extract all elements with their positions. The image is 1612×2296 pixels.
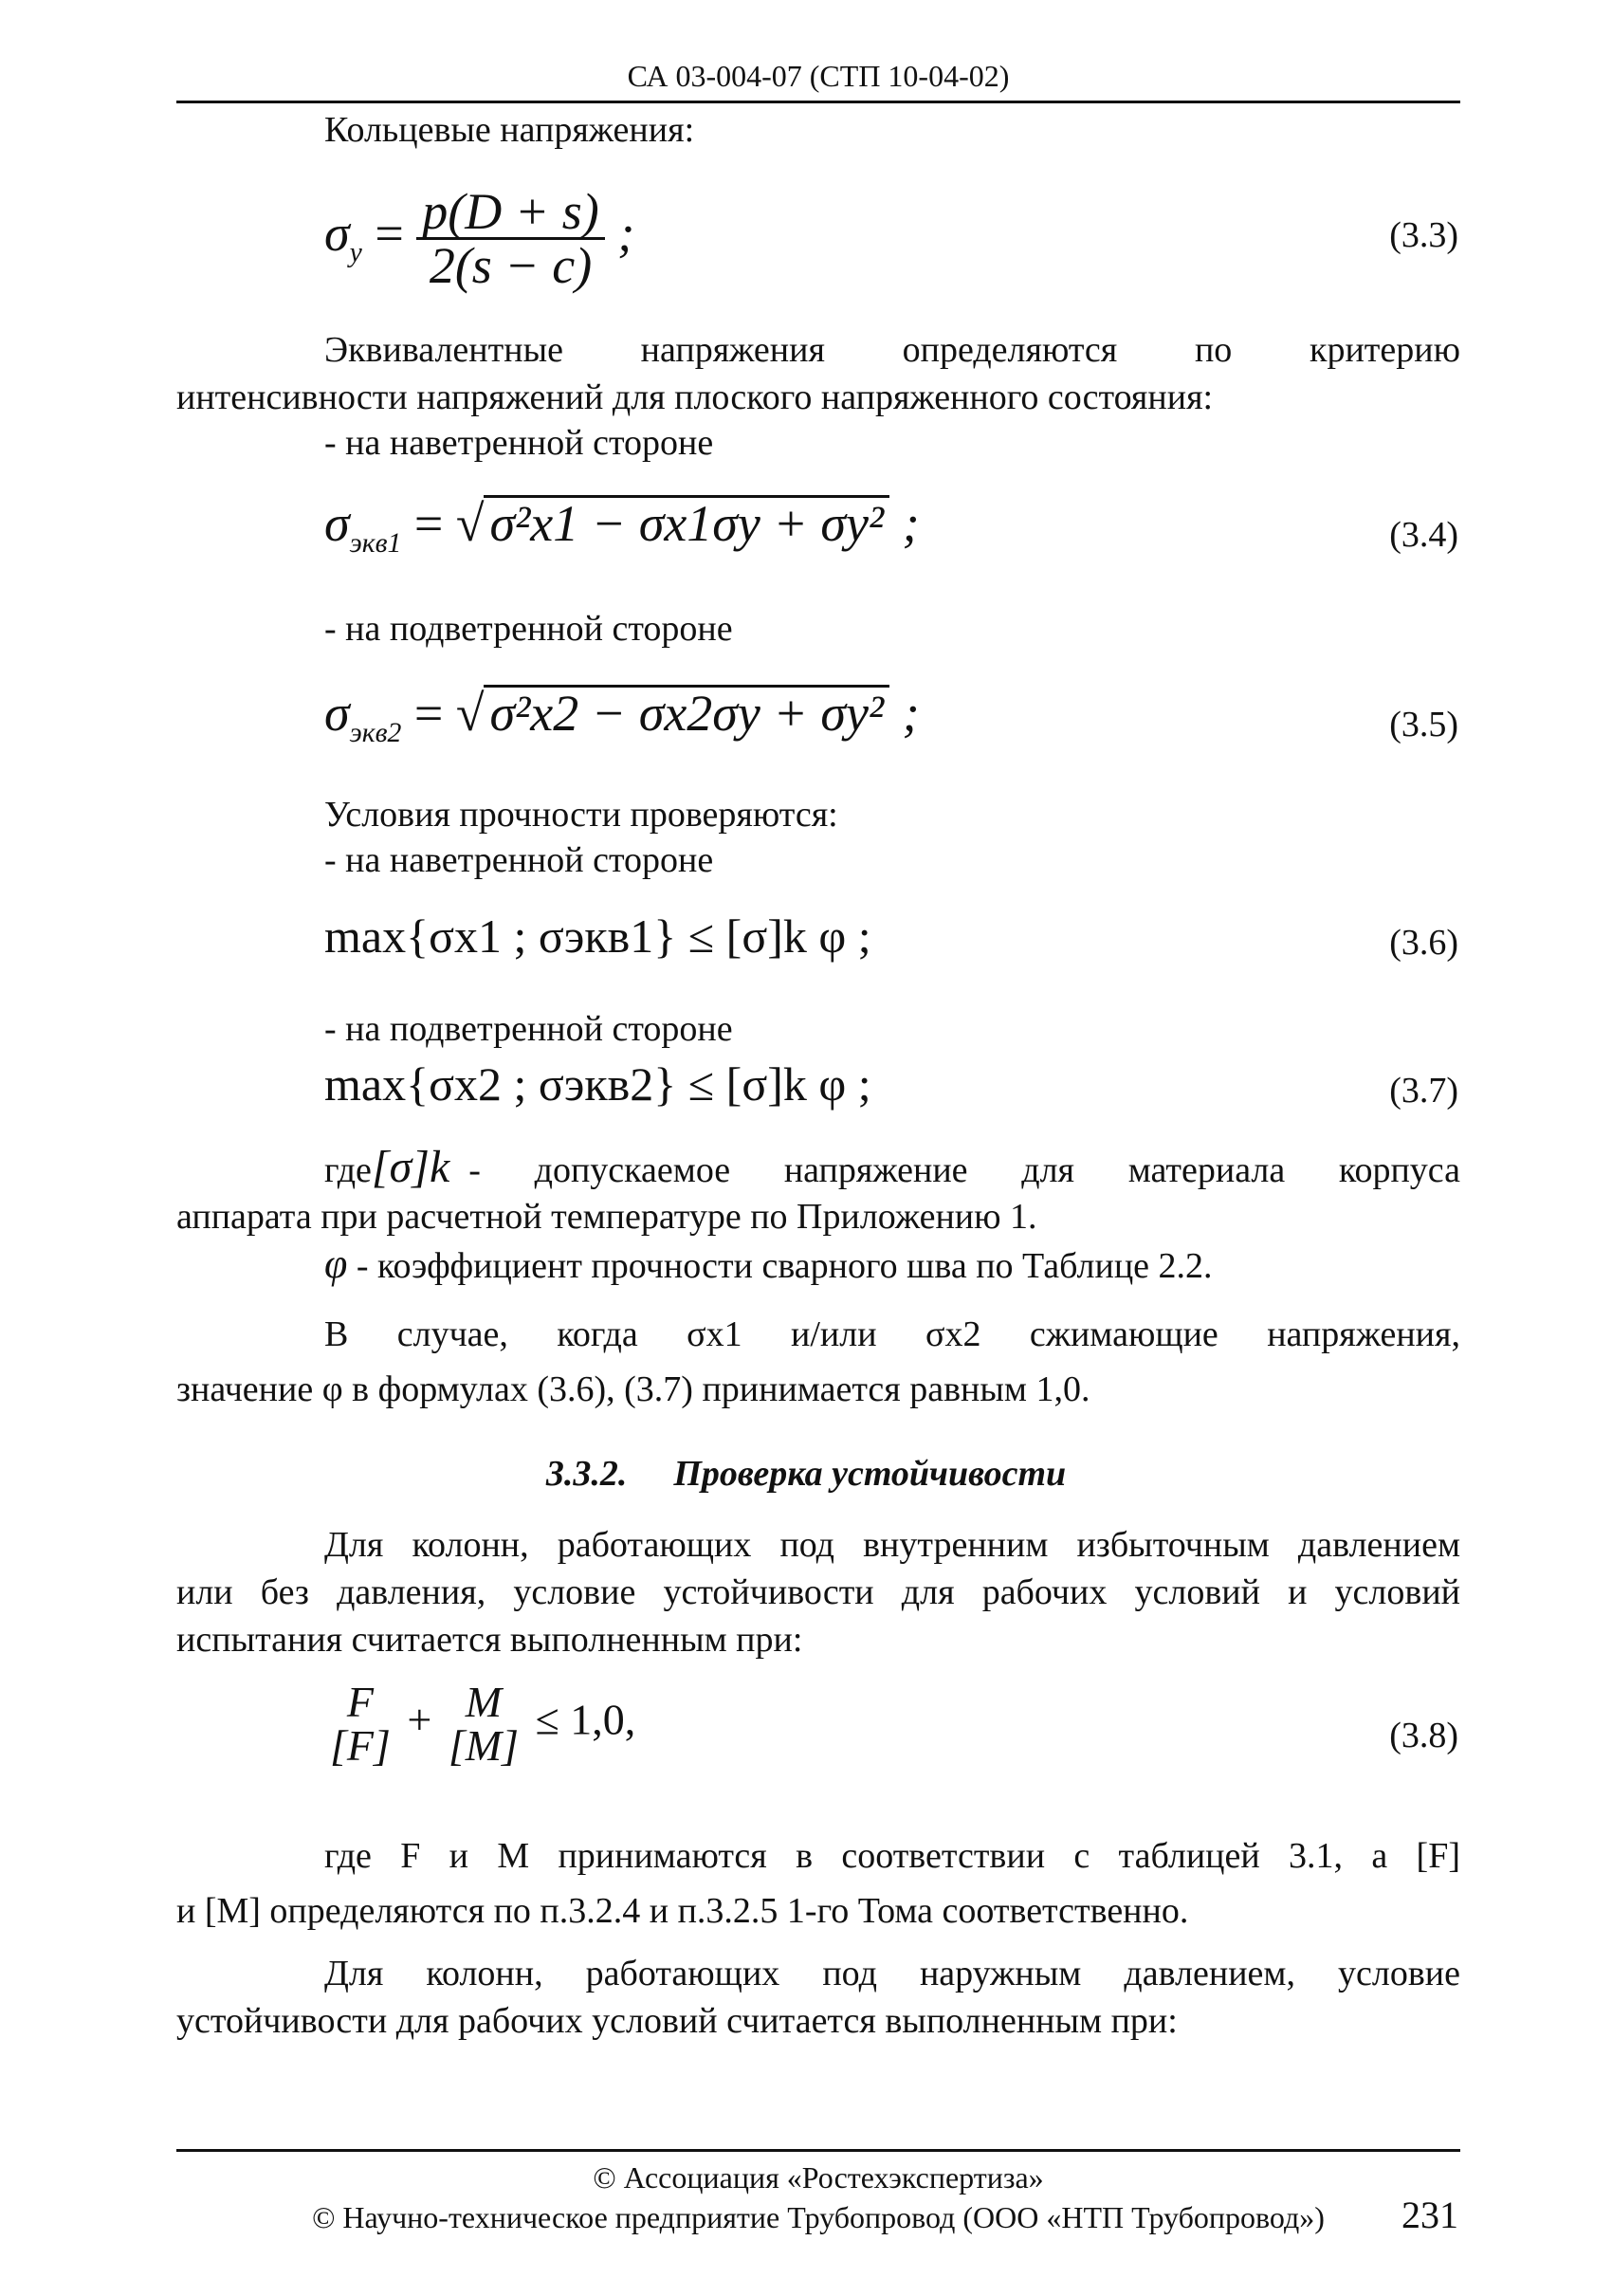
paragraph-phi — [324, 1240, 1213, 1290]
section-title: Проверка устойчивости — [673, 1454, 1067, 1494]
footer-association: © Ассоциация «Ростехэкспертиза» — [593, 2160, 1044, 2195]
equation-3-6: max{σx1 ; σэкв1} ≤ [σ]k φ ; — [324, 909, 871, 963]
paragraph-equivalent-line1: Эквивалентные напряжения определяются по критерию — [324, 330, 1460, 370]
paragraph-equivalent-line2: интенсивности напряжений для плоского напряженного состояния: — [176, 377, 1214, 417]
label-windward-2: - на наветренной стороне — [324, 840, 714, 880]
equation-number-3-5: (3.5) — [1389, 705, 1458, 744]
equation-number-3-4: (3.4) — [1389, 515, 1458, 555]
document-code: СА 03-004-07 (СТП 10-04-02) — [627, 59, 1010, 93]
section-number: 3.3.2. — [545, 1454, 628, 1494]
footer-company: © Научно-техническое предприятие Трубопровод (ООО «НТП Трубопровод») — [312, 2200, 1325, 2234]
paragraph-f-m-line1: где F и M принимаются в соответствии с таблицей 3.1, а [F] — [324, 1836, 1460, 1876]
equation-3-8: F [F] + M [M] ≤ 1,0, — [330, 1678, 636, 1770]
section-heading — [0, 1453, 1612, 1495]
paragraph-compression-case-line1: В случае, когда σx1 и/или σx2 сжимающие напряжения, — [324, 1314, 1460, 1354]
equation-number-3-6: (3.6) — [1389, 923, 1458, 963]
allowable-stress-symbol: [σ]k — [371, 1142, 450, 1192]
paragraph-hoop-stress: Кольцевые напряжения: — [324, 110, 695, 150]
equation-3-3: $\sigma_y$ = $\frac{p(D + s)}{2(s - c)}$ ; — [324, 183, 635, 294]
allowable-stress-text: - допускаемое напряжение для материала корпуса — [468, 1150, 1460, 1190]
page-number: 231 — [1401, 2194, 1458, 2236]
label-leeward-2: - на подветренной стороне — [324, 1009, 733, 1049]
equation-number-3-7: (3.7) — [1389, 1071, 1458, 1111]
paragraph-strength-conditions: Условия прочности проверяются: — [324, 795, 838, 835]
paragraph-external-pressure-line2: устойчивости для рабочих условий считается выполненным при: — [176, 2001, 1178, 2041]
equation-3-5: $\sigma_{экв2}$ = √ σ²x2 − σx2σy + σy² ; — [324, 685, 920, 748]
label-windward: - на наветренной стороне — [324, 423, 714, 463]
paragraph-compression-case-line2: значение φ в формулах (3.6), (3.7) принимается равным 1,0. — [176, 1369, 1090, 1409]
paragraph-internal-pressure-line3: испытания считается выполненным при: — [176, 1620, 803, 1660]
paragraph-f-m-line2: и [M] определяются по п.3.2.4 и п.3.2.5 1-го Тома соответственно. — [176, 1891, 1189, 1931]
where-word: где — [324, 1150, 372, 1190]
equation-3-4: $\sigma_{экв1}$ = √ σ²x1 − σx1σy + σy² ; — [324, 495, 920, 559]
phi-symbol: φ — [324, 1240, 348, 1287]
equation-number-3-3: (3.3) — [1389, 215, 1458, 255]
paragraph-internal-pressure-line1: Для колонн, работающих под внутренним избыточным давлением — [324, 1525, 1460, 1565]
paragraph-external-pressure-line1: Для колонн, работающих под наружным давлением, условие — [324, 1954, 1460, 1993]
label-leeward: - на подветренной стороне — [324, 609, 733, 649]
header-rule — [176, 101, 1460, 103]
equation-number-3-8: (3.8) — [1389, 1716, 1458, 1755]
paragraph-allowable-stress-cont: аппарата при расчетной температуре по Приложению 1. — [176, 1197, 1037, 1237]
paragraph-allowable-stress — [324, 1144, 1460, 1194]
equation-3-7: max{σx2 ; σэкв2} ≤ [σ]k φ ; — [324, 1057, 871, 1111]
phi-text: - коэффициент прочности сварного шва по Таблице 2.2. — [356, 1246, 1213, 1286]
paragraph-internal-pressure-line2: или без давления, условие устойчивости для рабочих условий и условий — [176, 1572, 1460, 1612]
footer-rule — [176, 2149, 1460, 2152]
